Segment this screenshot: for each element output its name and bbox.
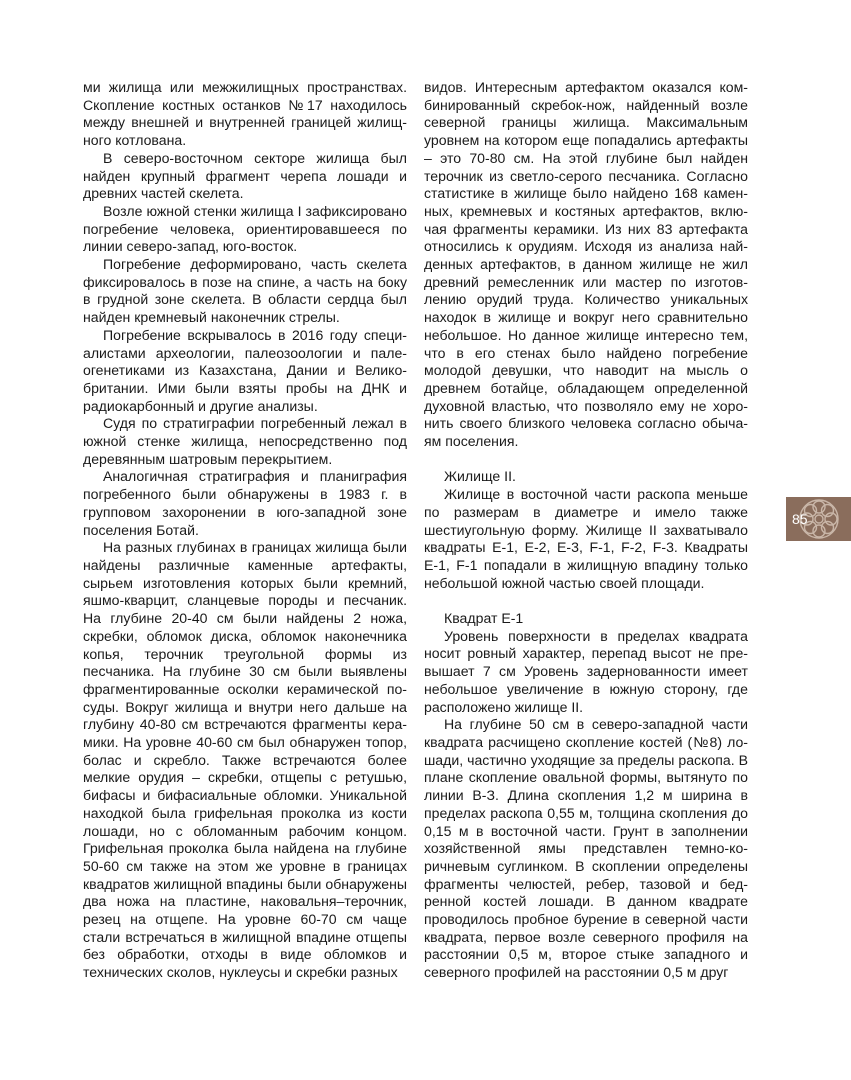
paragraph: Погребение деформировано, часть скелета фиксировалось в позе на спине, а часть на боку в грудной зоне скелета. В области сердца был найден кремневый наконечник стрелы. [83, 256, 407, 326]
section-heading-square: Квадрат Е-1 [444, 610, 524, 627]
paragraph: В северо-восточном секторе жилища был найден крупный фрагмент черепа лошади и древних частей скелета. [83, 149, 407, 202]
paragraph: На разных глубинах в границах жилища были найдены различные каменные артефакты, сырьем изготовления которых были кремний, яшмо-кварцит, сланцевые породы и песчаник. На глубине 20-40 см были найдены 2 ножа, скребки, обломок диска, обломок наконечника копья, терочник треугольной формы из песчаника. На глубине 30 см были выявлены фрагментированные осколки керамической посуды. Вокруг жилища и внутри него дальше на глубину 40-80 см встречаются фрагменты керамики. На уровне 40-60 см был обнаружен топор, болас и скребло. Также встречаются более мелкие орудия – скребки, отщепы с ретушью, бифасы и бифасиальные обломки. Уникальной находкой была грифельная проколка из кости лошади, но с обломанным рабочим концом. Грифельная проколка была найдена на глубине 50-60 см также на этом же уровне в границах квадратов жилищной впадины были обнаружены два ножа на пластине, наковальня–терочник, резец на отщепе. На уровне 60-70 см чаще стали встречаться в жилищной впадине отщепы без обработки, отходы в виде обломков и технических сколов, нуклеусы и скребки разных [83, 539, 407, 981]
paragraph: На глубине 50 см в северо-западной части квадрата расчищено скопление костей (№8) лошади, частично уходящие за пределы раскопа. В плане скопление овальной формы, вытянуто по линии В-З. Длина скопления 1,2 м ширина в пределах раскопа 0,55 м, толщина скопления до 0,15 м в восточной части. Грунт в заполнении хозяйственной ямы представлен темно-коричневым суглинком. В скоплении определены фрагменты челюстей, ребер, тазовой и бедренной костей лошади. В данном квадрате проводилось пробное бурение в северной части квадрата, первое возле северного профиля на расстоянии 0,5 м, второе стыке западного и северного профилей на расстоянии 0,5 м друг [424, 716, 748, 981]
paragraph: Жилище в восточной части раскопа меньше по размерам в диаметре и имело также шестиугольную форму. Жилище II захватывало квадраты Е-1, Е-2, Е-3, F-1, F-2, F-3. Квадраты Е-1, F-1 попадали в жилищную впадину только небольшой южной частью своей площади. [424, 486, 748, 591]
left-column [83, 79, 407, 982]
page-number: 85 [792, 511, 808, 527]
paragraph: Погребение вскрывалось в 2016 году специалистами археологии, палеозоологии и палеогенетиками из Казахстана, Дании и Великобритании. Ими были взяты пробы на ДНК и радиокарбонный и другие анализы. [83, 326, 407, 414]
paragraph: Судя по стратиграфии погребенный лежал в южной стенке жилища, непосредственно под деревянным шатровым перекрытием. [83, 415, 407, 467]
paragraph: Уровень поверхности в пределах квадрата носит ровный характер, перепад высот не превышает 7 см Уровень задернованности имеет небольшое увеличение в южную сторону, где расположено жилище II. [424, 627, 748, 715]
paragraph: Возле южной стенки жилища I зафиксировано погребение человека, ориентировавшееся по линии северо-запад, юго-восток. [83, 202, 407, 255]
paragraph: ми жилища или межжилищных пространствах. Скопление костных останков №17 находилось между внешней и внутренней границей жилищного котлована. [83, 79, 407, 149]
section-heading-dwelling: Жилище II. [444, 468, 516, 485]
paragraph: Аналогичная стратиграфия и планиграфия погребенного были обнаружены в 1983 г. в групповом захоронении в юго-западной зоне поселения Ботай. [83, 468, 407, 538]
paragraph: видов. Интересным артефактом оказался комбинированный скребок-нож, найденный возле северной границы жилища. Максимальным уровнем на котором еще попадались артефакты – это 70-80 см. На этой глубине был найден терочник из светло-серого песчаника. Согласно статистике в жилище было найдено 168 каменных, кремневых и костяных артефактов, включая фрагменты керамики. Из них 83 артефакта относились к орудиям. Исходя из анализа найденных артефактов, в данном жилище не жил древний ремесленник или мастер по изготовлению орудий труда. Количество уникальных находок в жилище и вокруг него сравнительно небольшое. Но данное жилище интересно тем, что в его стенах было найдено погребение молодой девушки, что наводит на мысль о древнем ботайце, обладающем определенной духовной властью, что позволяло ему не хоронить своего близкого человека согласно обычаям поселения. [424, 79, 748, 450]
right-column [424, 79, 748, 982]
spacer [424, 592, 748, 610]
spacer [424, 451, 748, 469]
